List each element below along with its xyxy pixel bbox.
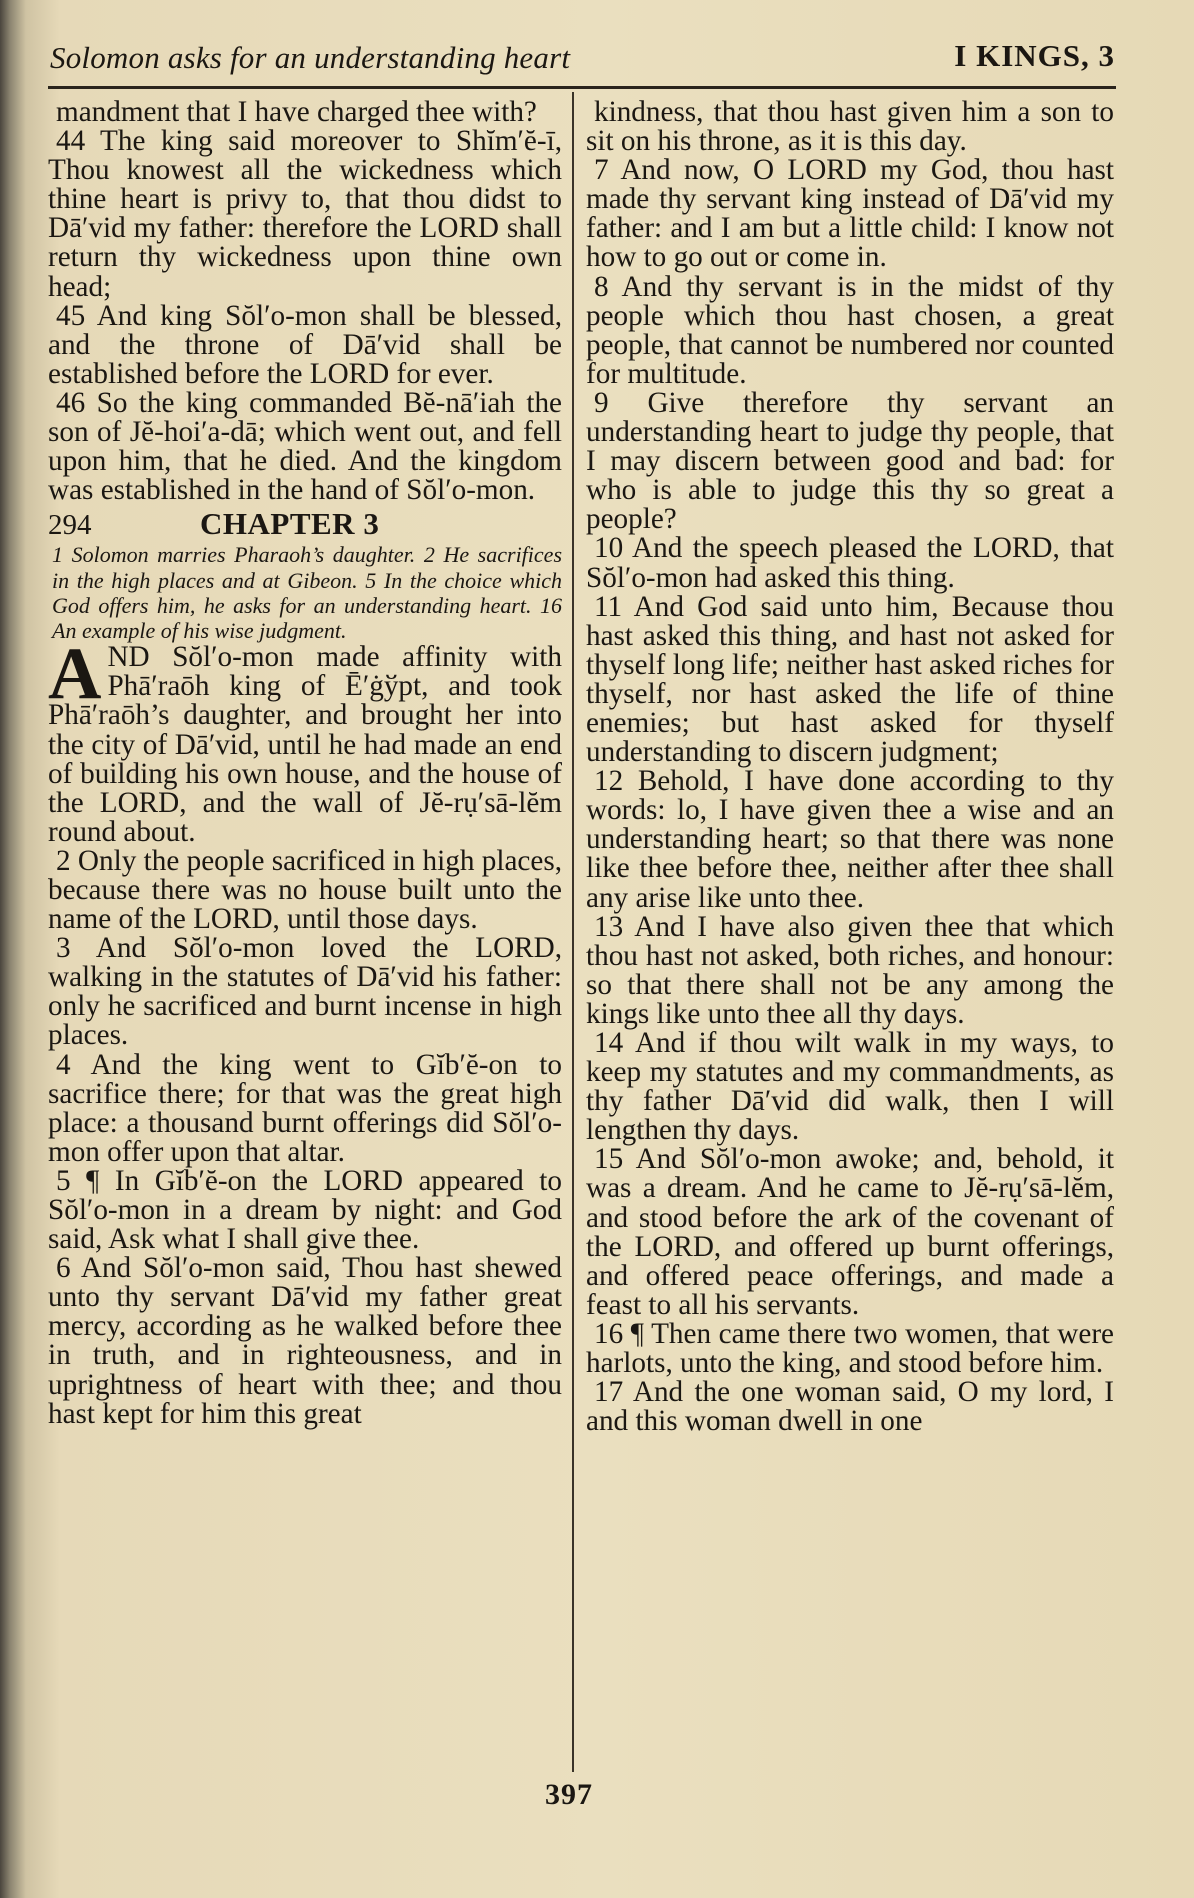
verse-text: 14 And if thou wilt walk in my ways, to keep my statutes and my commandments, as thy father Dā′vid did walk, then I will lengthen thy days.	[586, 1027, 1114, 1147]
verse-text: 3 And Sŏl′o-mon loved the LORD, walking in the statutes of Dā′vid his father: only he sacrificed and burnt incense in high places.	[48, 932, 562, 1052]
verse-text: 4 And the king went to Gĭb′ĕ-on to sacrifice there; for that was the great high place: a thousand burnt offerings did Sŏl′o-mon offer upon that altar.	[48, 1048, 562, 1168]
verse-text: 9 Give therefore thy servant an understanding heart to judge thy people, that I may discern between good and bad: for who is able to judge this thy so great a people?	[586, 386, 1114, 536]
chapter-title: CHAPTER 3	[200, 506, 380, 542]
verse-text: 15 And Sŏl′o-mon awoke; and, behold, it was a dream. And he came to Jĕ-rụ′sā-lĕm, and stood before the ark of the covenant of the LORD, and offered up burnt offerings, and offered peace offerings, and made a feast to all his servants.	[586, 1143, 1114, 1321]
verse-text: 45 And king Sŏl′o-mon shall be blessed, and the throne of Dā′vid shall be established before the LORD for ever.	[48, 299, 562, 390]
section-heading: Solomon asks for an understanding heart	[50, 40, 571, 75]
verse-text: 17 And the one woman said, O my lord, I and this woman dwell in one	[586, 1376, 1114, 1438]
verse-text: 44 The king said moreover to Shĭm′ĕ-ī, Thou knowest all the wickedness which thine heart is privy to, that thou didst to Dā′vid my father: therefore the LORD shall return thy wickedness upon thine own head;	[48, 125, 562, 303]
verse-text: 10 And the speech pleased the LORD, that Sŏl′o-mon had asked this thing.	[586, 532, 1114, 594]
right-column	[586, 98, 1114, 1436]
verse-text: 8 And thy servant is in the midst of thy people which thou hast chosen, a great people, that cannot be numbered nor counted for multitude.	[586, 270, 1114, 390]
verse-text: 6 And Sŏl′o-mon said, Thou hast shewed unto thy servant Dā′vid my father great mercy, according as he walked before thee in truth, and in righteousness, and in uprightness of heart with thee; and thou hast kept for him this great	[48, 1252, 562, 1430]
verse-text: 7 And now, O LORD my God, thou hast made thy servant king instead of Dā′vid my father: and I am but a little child: I know not how to go out or come in.	[586, 154, 1114, 274]
verse-1-text: ND Sŏl′o-mon made affinity with Phā′raōh king of Ē′ġўpt, and took Phā′raōh’s daughter, and brought her into the city of Dā′vid, until he had made an end of building his own house, and the house of the LORD, and the wall of Jĕ-rụ′sā-lĕm round about.	[48, 641, 562, 848]
chapter-page-number: 294	[48, 509, 92, 542]
page-number: 397	[545, 1778, 593, 1811]
chapter-heading	[48, 506, 562, 542]
verse-text: 16 ¶ Then came there two women, that were harlots, unto the king, and stood before him.	[586, 1317, 1114, 1380]
verse-text: 46 So the king commanded Bĕ-nā′iah the son of Jĕ-hoi′a-dā; which went out, and fell upon him, that he died. And the kingdom was established in the hand of Sŏl′o-mon.	[48, 386, 562, 507]
header-rule	[48, 86, 1116, 89]
column-divider	[572, 92, 574, 1772]
verse-text: 12 Behold, I have done according to thy words: lo, I have given thee a wise and an understanding heart; so that there was none like thee before thee, neither after thee shall any arise like unto thee.	[586, 765, 1114, 914]
verse-text: 11 And God said unto him, Because thou hast asked this thing, and hast not asked for thyself long life; neither hast asked riches for thyself, nor hast asked the life of thine enemies; but hast asked for thyself understanding to discern judgment;	[586, 590, 1114, 769]
running-head	[50, 34, 1115, 82]
verse-1	[48, 633, 562, 848]
verse-text: 5 ¶ In Gĭb′ĕ-on the LORD appeared to Sŏl′o-mon in a dream by night: and God said, Ask what I shall give thee.	[48, 1164, 562, 1256]
left-column	[48, 98, 562, 1429]
chapter-summary: 1 Solomon marries Pharaoh’s daughter. 2 He sacrifices in the high places and at Gibeon. 5 In the choice which God offers him, he asks for an understanding heart. 16 An example of his wise judgment.	[52, 542, 562, 644]
verse-text: 13 And I have also given thee that which thou hast not asked, both riches, and honour: so that there shall not be any among the kings like unto thee all thy days.	[586, 910, 1114, 1030]
book-chapter-heading: I KINGS, 3	[954, 38, 1115, 73]
verse-text: 2 Only the people sacrificed in high places, because there was no house built unto the name of the LORD, until those days.	[48, 844, 562, 936]
drop-cap-letter: A	[48, 633, 102, 716]
verse-text: kindness, that thou hast given him a son to sit on his throne, as it is this day.	[586, 96, 1114, 158]
verse-text: mandment that I have charged thee with?	[56, 96, 537, 128]
